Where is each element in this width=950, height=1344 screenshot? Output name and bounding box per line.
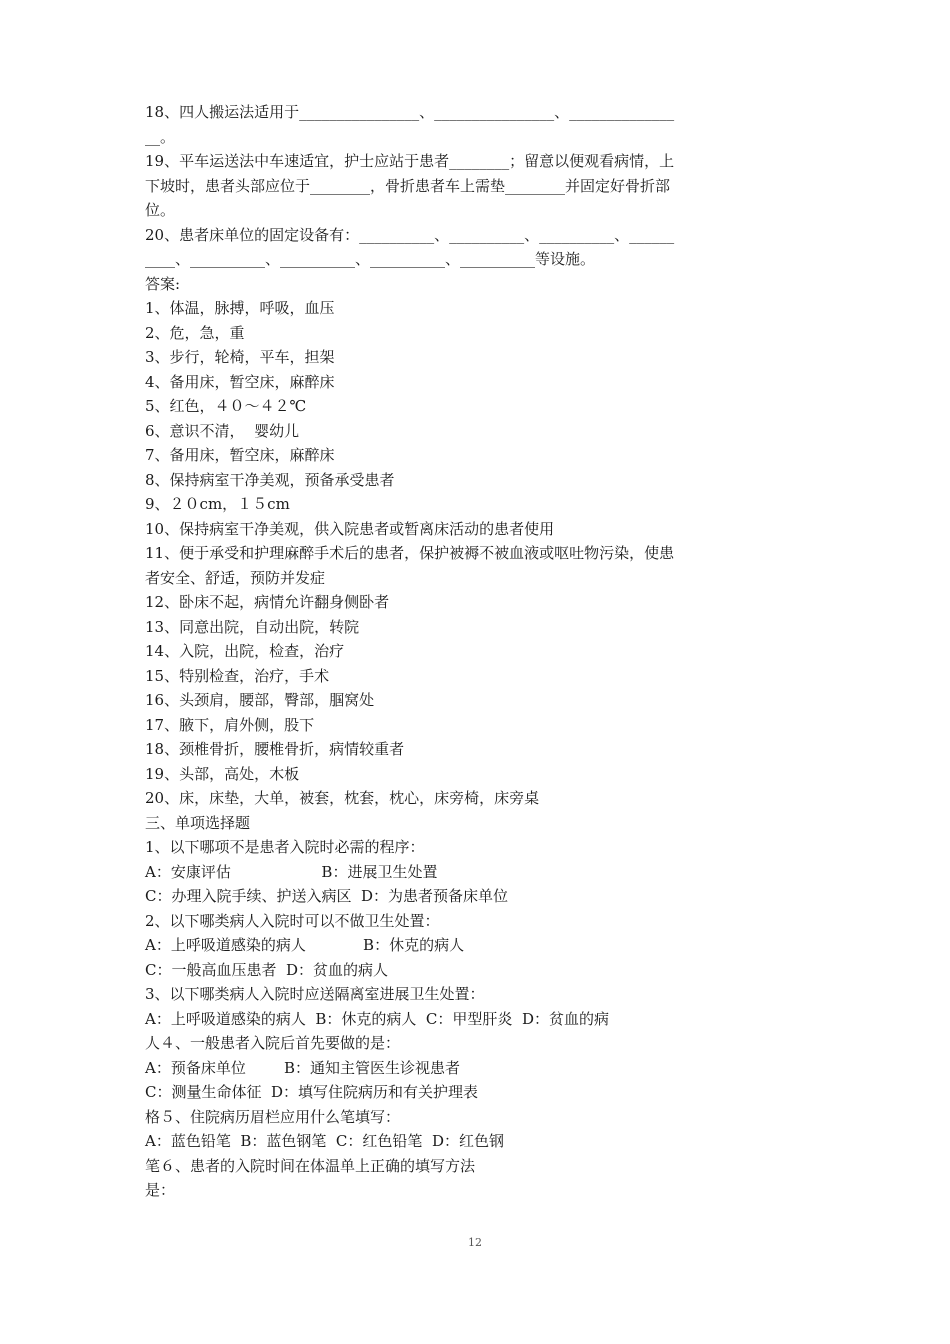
question-line: 格５、住院病历眉栏应用什么笔填写：: [145, 1107, 401, 1126]
option-line: A：蓝色铅笔 B：蓝色钢笔 C：红色铅笔 D：红色钢: [145, 1132, 504, 1150]
question-line: 3、以下哪类病人入院时应送隔离室进展卫生处置：: [145, 985, 485, 1003]
answer-line: 13、同意出院，自动出院，转院: [145, 617, 360, 636]
text-line: __。: [145, 127, 176, 146]
answer-line: 9、２０cm，１５cm: [145, 495, 290, 513]
text-line: 下坡时，患者头部应位于________，骨折患者车上需垫________并固定好骨折部: [145, 176, 671, 195]
text-line: 位。: [145, 201, 176, 219]
page-number: 12: [468, 1236, 482, 1249]
answer-line: 17、腋下，肩外侧，股下: [145, 715, 315, 734]
option-line: A：预备床单位 B：通知主管医生诊视患者: [145, 1058, 461, 1077]
option-line: C：一般高血压患者 D：贫血的病人: [145, 960, 389, 979]
section-heading: 三、单项选择题: [145, 813, 251, 832]
answer-line: 3、步行，轮椅，平车，担架: [145, 348, 335, 366]
option-line: A：上呼吸道感染的病人 B：休克的病人: [145, 936, 465, 954]
answer-line: 20、床，床垫，大单，被套，枕套，枕心，床旁椅，床旁桌: [145, 789, 540, 807]
answer-line: 4、备用床，暂空床，麻醉床: [145, 372, 335, 391]
text-line: 18、四人搬运法适用于________________、________________、______________: [145, 103, 675, 121]
answer-line: 8、保持病室干净美观，预备承受患者: [145, 470, 395, 489]
answer-line: 6、意识不清， 婴幼儿: [145, 421, 300, 440]
option-line: A：上呼吸道感染的病人 B：休克的病人 C：甲型肝炎 D：贫血的病: [145, 1009, 609, 1028]
answer-line: 19、头部，高处，木板: [145, 764, 300, 783]
text-line: 20、患者床单位的固定设备有：__________、__________、__________、______: [145, 225, 675, 244]
answer-line: 15、特别检查，治疗，手术: [145, 666, 330, 685]
text-line: 是：: [145, 1181, 176, 1199]
question-line: 人４、一般患者入院后首先要做的是：: [145, 1034, 401, 1052]
answer-line: 12、卧床不起，病情允许翻身侧卧者: [145, 593, 390, 611]
answer-line: 18、颈椎骨折，腰椎骨折，病情较重者: [145, 740, 405, 758]
answers-heading: 答案:: [145, 274, 181, 293]
text-line: 19、平车运送法中车速适宜，护士应站于患者________；留意以便观看病情，上: [145, 152, 675, 170]
answer-line: 1、体温，脉搏，呼吸，血压: [145, 299, 335, 317]
answer-line: 11、便于承受和护理麻醉手术后的患者，保护被褥不被血液或呕吐物污染，使患: [145, 544, 675, 562]
answer-line: 14、入院，出院，检查，治疗: [145, 642, 345, 660]
text-line: ____、__________、__________、__________、__________等设施。: [145, 250, 596, 268]
question-line: 笔６、患者的入院时间在体温单上正确的填写方法: [145, 1156, 476, 1175]
option-line: A：安康评估 B：进展卫生处置: [145, 862, 438, 881]
answer-line: 2、危，急，重: [145, 323, 245, 342]
answer-line: 16、头颈肩，腰部，臀部，腘窝处: [145, 691, 375, 709]
question-line: 1、以下哪项不是患者入院时必需的程序：: [145, 838, 425, 856]
question-line: 2、以下哪类病人入院时可以不做卫生处置：: [145, 911, 440, 930]
answer-line: 者安全、舒适，预防并发症: [145, 568, 326, 587]
answer-line: 10、保持病室干净美观，供入院患者或暂离床活动的患者使用: [145, 519, 555, 538]
document-body: [145, 100, 745, 1203]
answer-line: 5、红色，４０～４２℃: [145, 397, 307, 415]
answer-line: 7、备用床，暂空床，麻醉床: [145, 446, 335, 464]
option-line: C：办理入院手续、护送入病区 D：为患者预备床单位: [145, 887, 509, 905]
option-line: C：测量生命体征 D：填写住院病历和有关护理表: [145, 1083, 479, 1101]
